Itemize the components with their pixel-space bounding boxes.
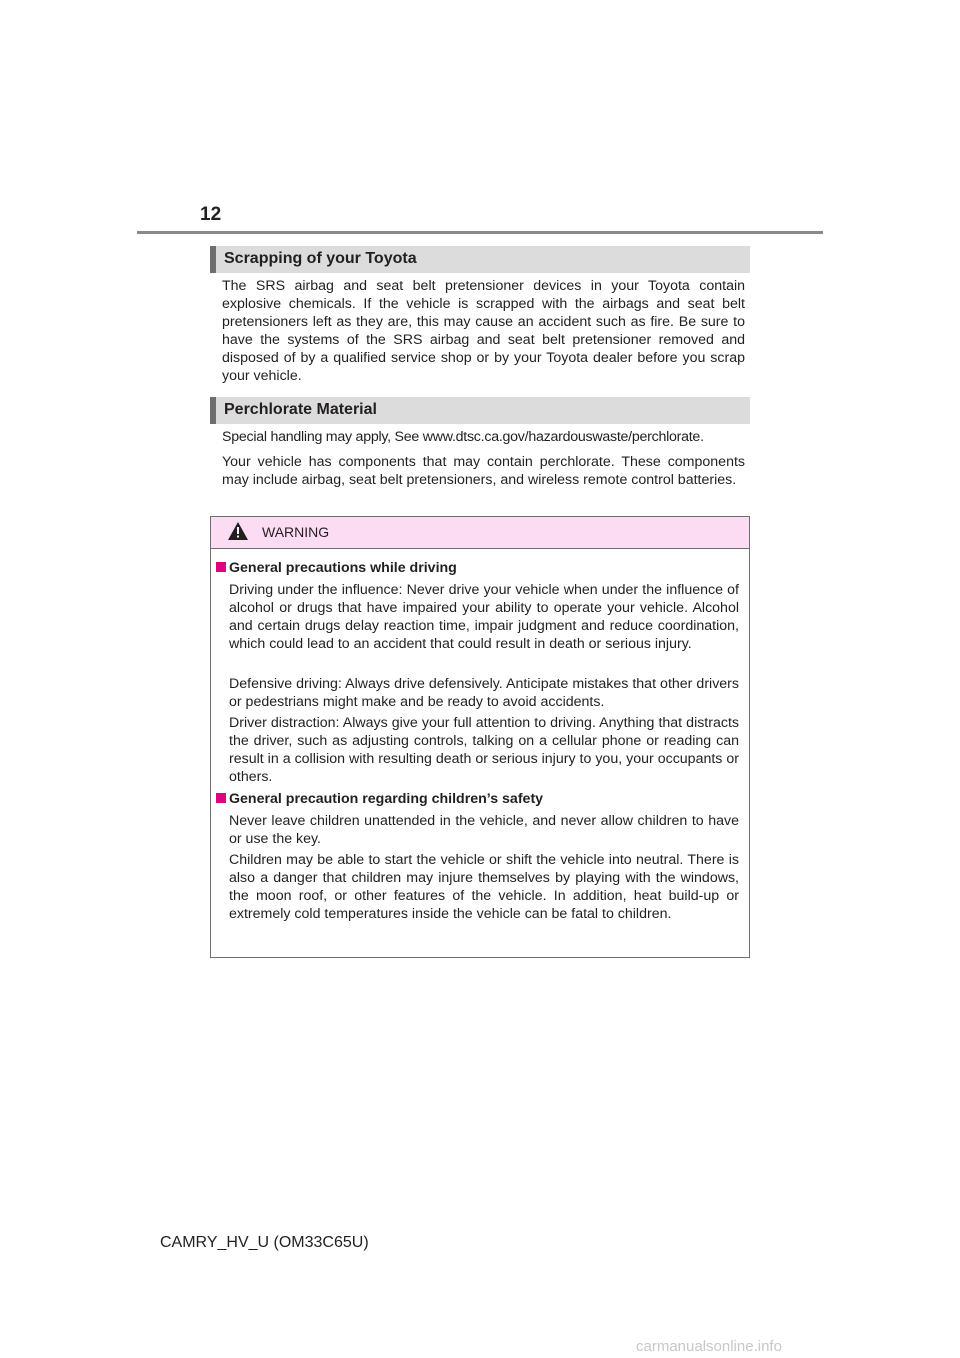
footer-model-code: CAMRY_HV_U (OM33C65U) — [160, 1234, 369, 1251]
perchlorate-paragraph: Your vehicle has components that may contain perchlorate. These components may include airbag, seat belt pretensioners, and wireless remote control batteries. — [222, 454, 745, 488]
header-rule — [137, 231, 823, 234]
warning-item-heading-label: General precaution regarding children’s safety — [229, 791, 544, 807]
warning-item-heading — [216, 791, 543, 807]
page-number: 12 — [200, 204, 222, 225]
section-heading-label: Perchlorate Material — [224, 401, 377, 418]
warning-box — [210, 516, 750, 958]
warning-paragraph: Driver distraction: Always give your full attention to driving. Anything that distracts the driver, such as adjusting controls, talking on a cellular phone or reading can result in a collision with resulting death or serious injury to you, your occupants or others. — [229, 715, 739, 785]
warning-item-heading-label: General precautions while driving — [229, 560, 457, 576]
warning-paragraph: Driving under the influence: Never drive your vehicle when under the influence of alcohol or drugs that have impaired your ability to operate your vehicle. Alcohol and certain drugs delay reaction time, impair judgment and reduce coordination, which could lead to an accident that could result in death or serious injury. — [229, 582, 739, 652]
warning-paragraph: Never leave children unattended in the vehicle, and never allow children to have or use the key. — [229, 813, 739, 847]
section-heading-perchlorate — [210, 397, 750, 424]
section-heading-label: Scrapping of your Toyota — [224, 250, 417, 267]
warning-triangle-icon — [228, 522, 248, 540]
square-bullet-icon — [216, 562, 226, 572]
scrapping-paragraph: The SRS airbag and seat belt pretensioner devices in your Toyota contain explosive chemicals. If the vehicle is scrapped with the airbags and seat belt pretensioners left as they are, this may cause an accident such as fire. Be sure to have the systems of the SRS airbag and seat belt pretensioner removed and disposed of by a qualified service shop or by your Toyota dealer before you scrap your vehicle. — [222, 278, 745, 384]
perchlorate-notice: Special handling may apply, See www.dtsc.ca.gov/hazardouswaste/perchlorate. — [222, 429, 704, 445]
section-heading-scrapping — [210, 246, 750, 273]
watermark: carmanualsonline.info — [636, 1338, 782, 1355]
warning-paragraph: Defensive driving: Always drive defensively. Anticipate mistakes that other drivers or pedestrians might make and be ready to avoid accidents. — [229, 676, 739, 710]
warning-title: WARNING — [262, 524, 330, 540]
square-bullet-icon — [216, 793, 226, 803]
warning-item-heading — [216, 560, 457, 576]
warning-paragraph: Children may be able to start the vehicle or shift the vehicle into neutral. There is also a danger that children may injure themselves by playing with the windows, the moon roof, or other features of the vehicle. In addition, heat build-up or extremely cold temperatures inside the vehicle can be fatal to children. — [229, 852, 739, 922]
warning-header — [211, 517, 749, 549]
